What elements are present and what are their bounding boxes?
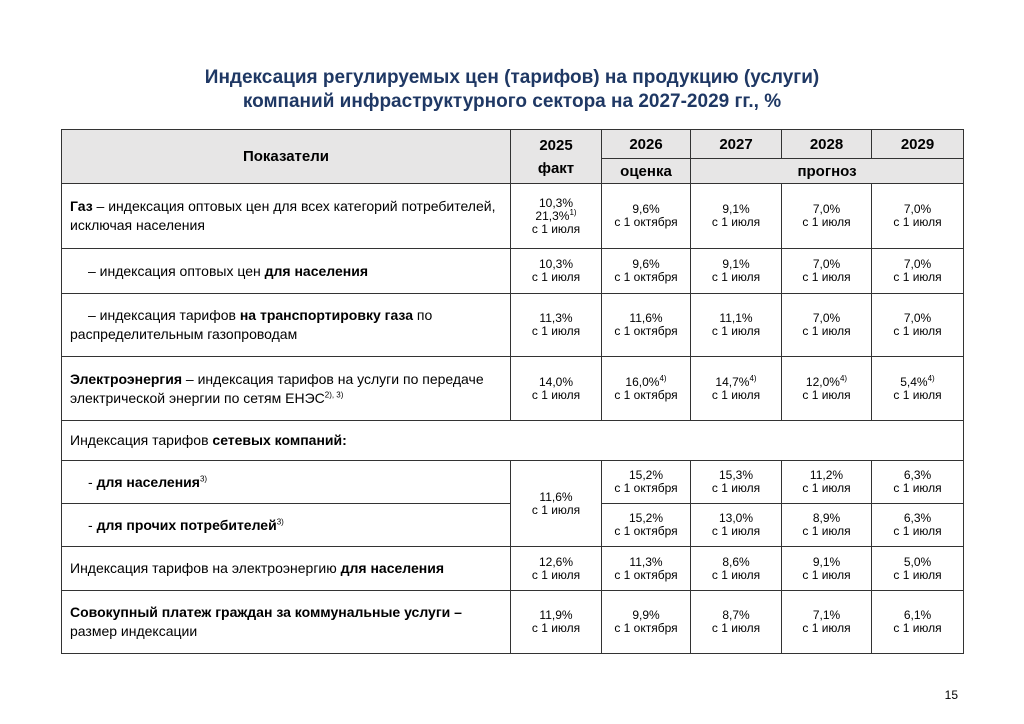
row-label-elec-population: Индексация тарифов на электроэнергию для населения (62, 547, 511, 591)
cell-gas-pop-2025: 10,3% с 1 июля (511, 249, 602, 294)
row-label-network-header: Индексация тарифов сетевых компаний: (62, 421, 964, 461)
cell-network-pop-2028: 11,2% с 1 июля (782, 461, 872, 504)
cell-electricity-2026: 16,0%$^{4)}$ с 1 октября (602, 357, 691, 421)
tariff-indexation-table (61, 129, 964, 654)
row-label-network-other: - для прочих потребителей$^{3)}$ (62, 504, 511, 547)
cell-electricity-2025: 14,0% с 1 июля (511, 357, 602, 421)
cell-electricity-2029: 5,4%$^{4)}$ с 1 июля (872, 357, 964, 421)
header-estimate: оценка (602, 159, 691, 184)
row-label-utilities: Совокупный платеж граждан за коммунальные услуги – размер индексации (62, 591, 511, 654)
header-2026: 2026 (602, 130, 691, 159)
page-title (0, 66, 1024, 114)
cell-gas-transport-2027: 11,1% с 1 июля (691, 294, 782, 357)
row-label-gas-transport: – индексация тарифов на транспортировку газа по распределительным газопроводам (62, 294, 511, 357)
cell-gas-2028: 7,0% с 1 июля (782, 184, 872, 249)
cell-network-other-2028: 8,9% с 1 июля (782, 504, 872, 547)
header-2029: 2029 (872, 130, 964, 159)
cell-gas-transport-2026: 11,6% с 1 октября (602, 294, 691, 357)
row-label-electricity: Электроэнергия – индексация тарифов на услуги по передаче электрической энергии по сетям $ЕНЭС^{2), 3)}$ (62, 357, 511, 421)
header-2027: 2027 (691, 130, 782, 159)
cell-gas-2027: 9,1% с 1 июля (691, 184, 782, 249)
cell-gas-pop-2027: 9,1% с 1 июля (691, 249, 782, 294)
table-row-gas (62, 184, 964, 249)
cell-network-pop-2029: 6,3% с 1 июля (872, 461, 964, 504)
cell-network-pop-2027: 15,3% с 1 июля (691, 461, 782, 504)
header-forecast: прогноз (691, 159, 964, 184)
table-row-electricity (62, 357, 964, 421)
page-number: 15 (944, 688, 958, 702)
cell-utilities-2029: 6,1% с 1 июля (872, 591, 964, 654)
cell-gas-pop-2028: 7,0% с 1 июля (782, 249, 872, 294)
cell-elec-pop-2027: 8,6% с 1 июля (691, 547, 782, 591)
cell-network-other-2027: 13,0% с 1 июля (691, 504, 782, 547)
cell-utilities-2028: 7,1% с 1 июля (782, 591, 872, 654)
cell-electricity-2027: 14,7%$^{4)}$ с 1 июля (691, 357, 782, 421)
title-line-2: компаний инфраструктурного сектора на 2027-2029 гг., % (242, 91, 782, 112)
header-year-2025: 2025 (539, 136, 573, 154)
table-row-network-population (62, 461, 964, 504)
cell-elec-pop-2026: 11,3% с 1 октября (602, 547, 691, 591)
header-2028: 2028 (782, 130, 872, 159)
cell-gas-transport-2028: 7,0% с 1 июля (782, 294, 872, 357)
cell-utilities-2025: 11,9% с 1 июля (511, 591, 602, 654)
cell-elec-pop-2028: 9,1% с 1 июля (782, 547, 872, 591)
cell-utilities-2026: 9,9% с 1 октября (602, 591, 691, 654)
cell-network-other-2026: 15,2% с 1 октября (602, 504, 691, 547)
cell-elec-pop-2025: 12,6% с 1 июля (511, 547, 602, 591)
cell-electricity-2028: 12,0%$^{4)}$ с 1 июля (782, 357, 872, 421)
cell-gas-2029: 7,0% с 1 июля (872, 184, 964, 249)
title-line-1: Индексация регулируемых цен (тарифов) на продукцию (услуги) (204, 67, 820, 88)
row-label-gas: Газ – индексация оптовых цен для всех категорий потребителей, исключая населения (62, 184, 511, 249)
cell-network-other-2029: 6,3% с 1 июля (872, 504, 964, 547)
header-fact: факт (537, 159, 575, 177)
cell-network-2025: 11,6% с 1 июля (511, 461, 602, 547)
cell-network-pop-2026: 15,2% с 1 октября (602, 461, 691, 504)
table-row-elec-population (62, 547, 964, 591)
table-row-utilities (62, 591, 964, 654)
header-indicators: Показатели (62, 130, 511, 184)
cell-gas-transport-2025: 11,3% с 1 июля (511, 294, 602, 357)
cell-gas-2026: 9,6% с 1 октября (602, 184, 691, 249)
cell-gas-pop-2026: 9,6% с 1 октября (602, 249, 691, 294)
cell-utilities-2027: 8,7% с 1 июля (691, 591, 782, 654)
row-label-gas-population: – индексация оптовых цен для населения (62, 249, 511, 294)
cell-gas-2025: 10,3% 21,3%$^{1)}$ с 1 июля (511, 184, 602, 249)
row-label-network-population: - для населения$^{3)}$ (62, 461, 511, 504)
cell-elec-pop-2029: 5,0% с 1 июля (872, 547, 964, 591)
header-2025 (511, 130, 602, 184)
table-row-gas-transport (62, 294, 964, 357)
cell-gas-transport-2029: 7,0% с 1 июля (872, 294, 964, 357)
table-row-gas-population (62, 249, 964, 294)
cell-gas-pop-2029: 7,0% с 1 июля (872, 249, 964, 294)
table-row-network-header (62, 421, 964, 461)
